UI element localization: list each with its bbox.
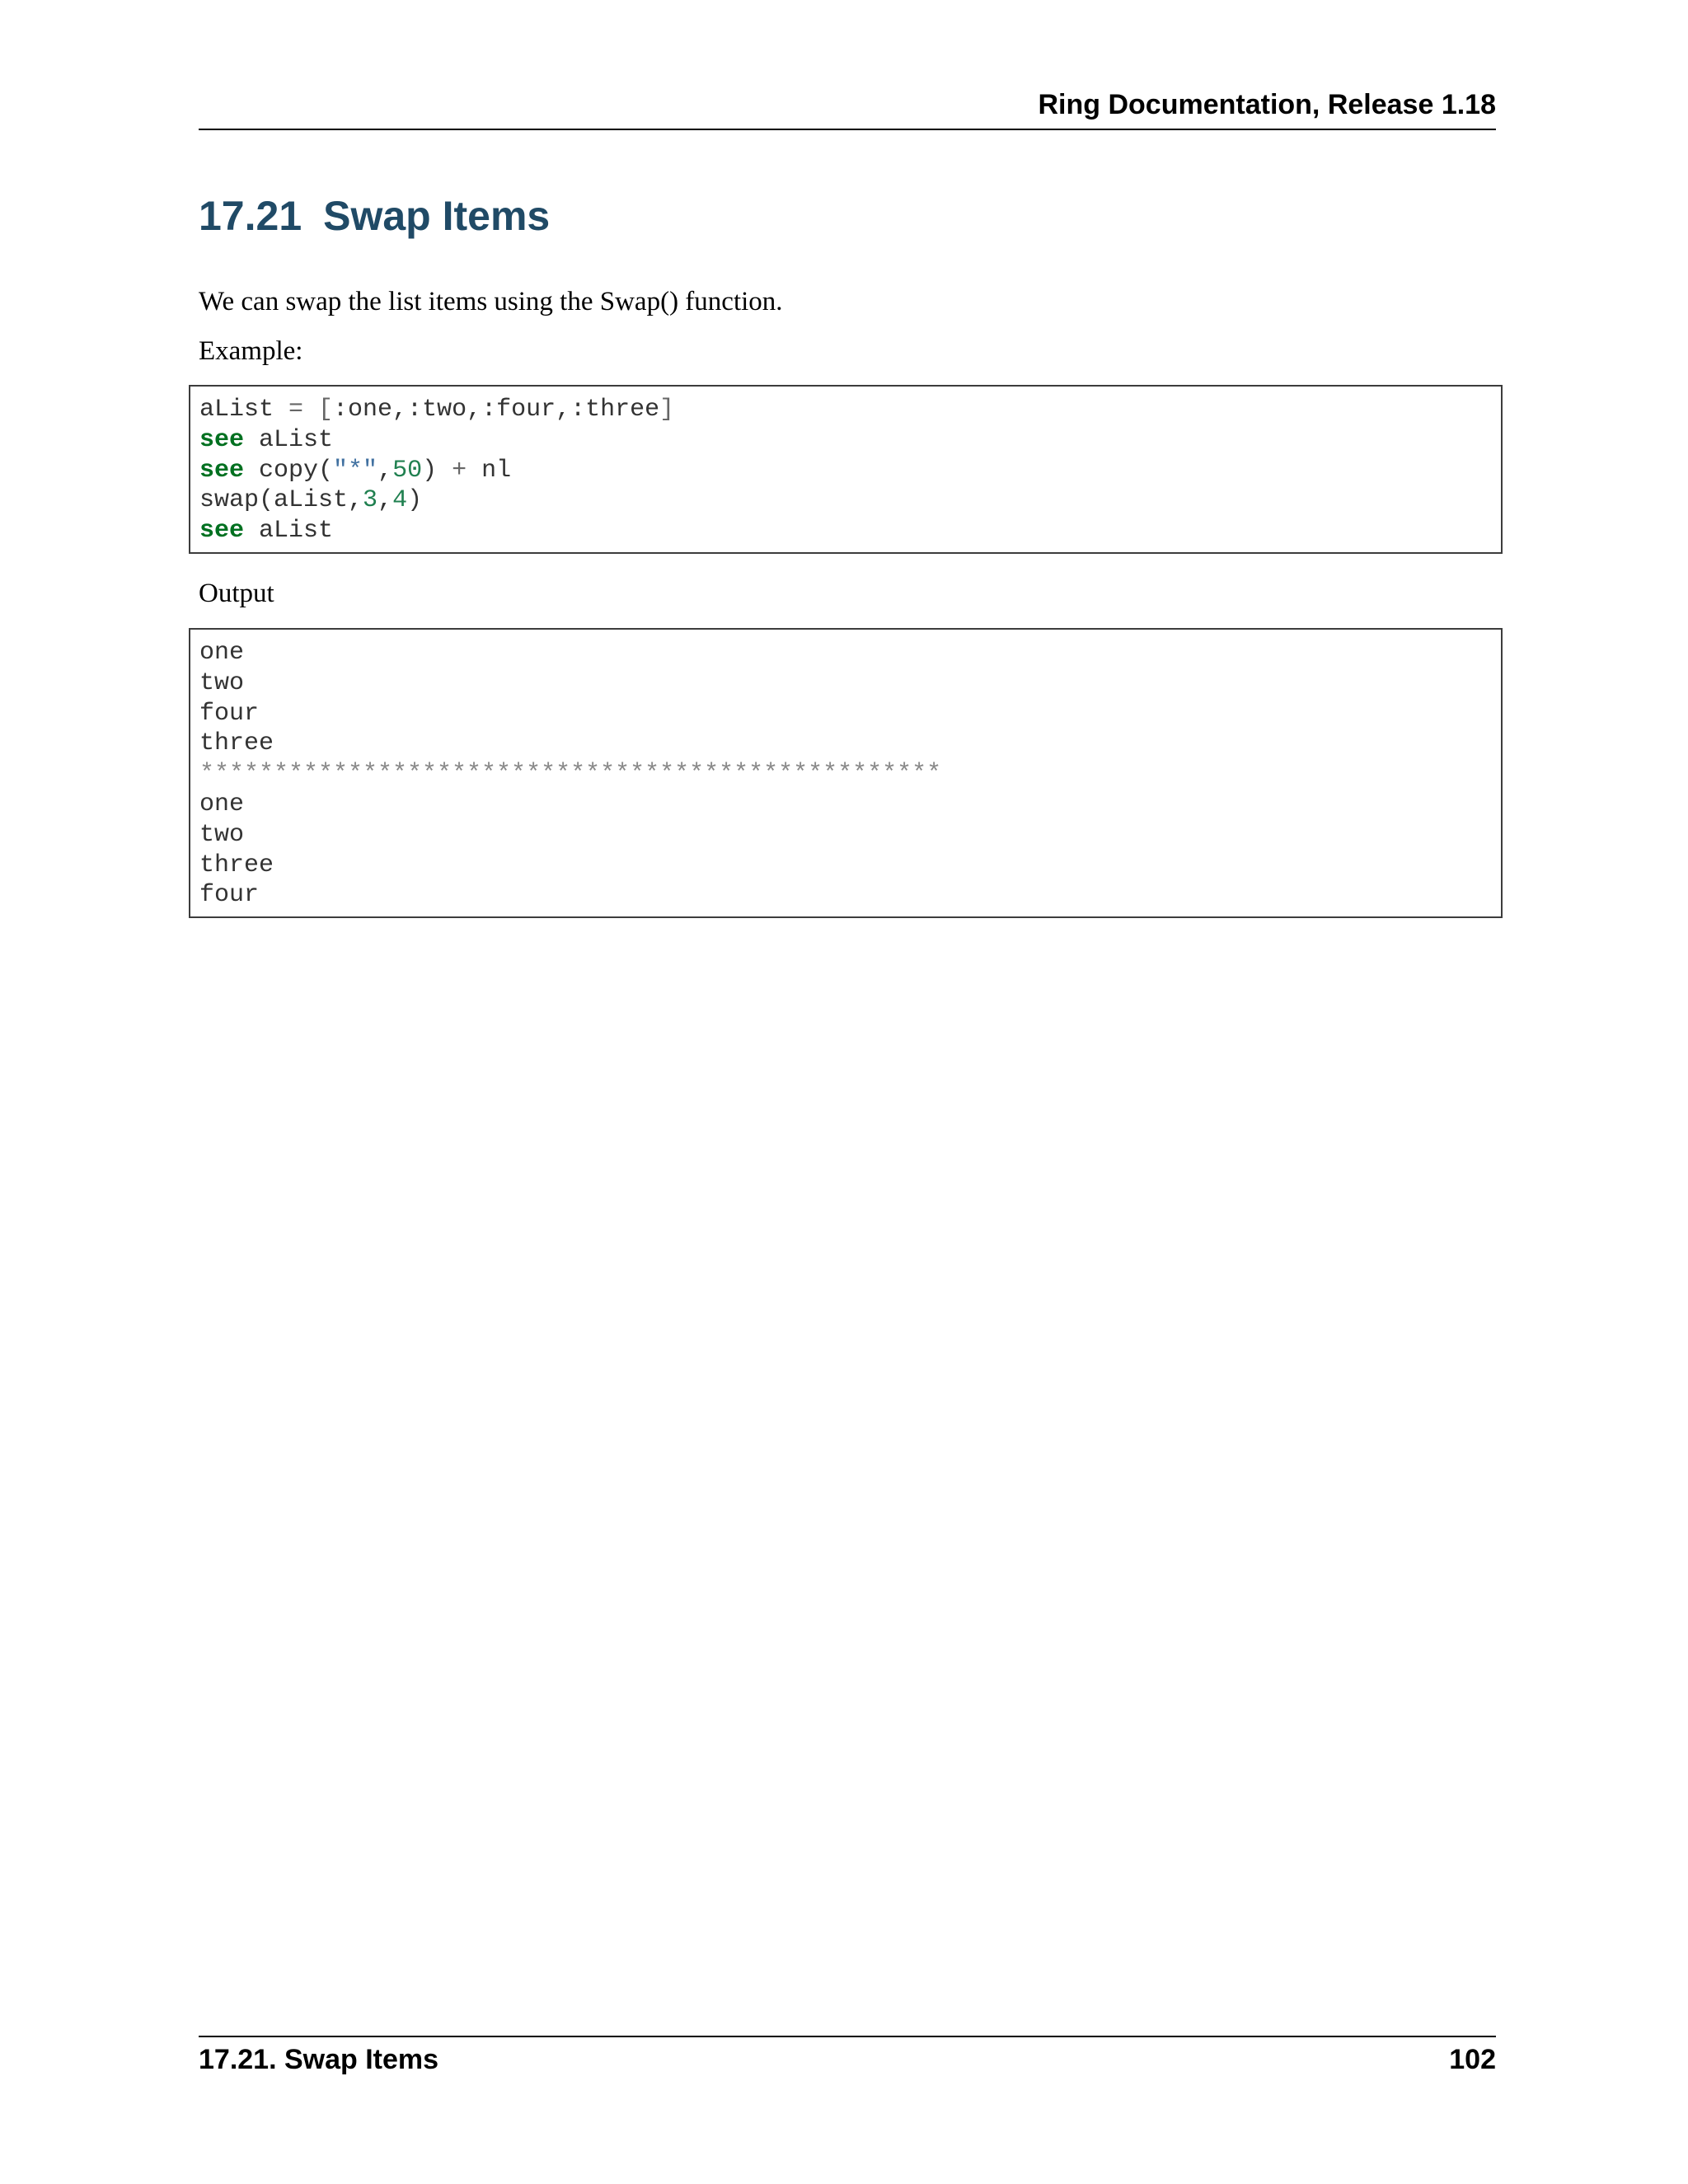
code-line-1: aList = [:one,:two,:four,:three] xyxy=(199,396,675,424)
page-number: 102 xyxy=(1449,2044,1496,2075)
output-line: three xyxy=(199,851,274,879)
section-heading: Swap Items xyxy=(323,193,551,239)
document-title: Ring Documentation, Release 1.18 xyxy=(1038,89,1496,120)
output-separator: ************************************************** xyxy=(199,760,942,789)
example-label: Example: xyxy=(199,336,303,366)
output-block xyxy=(189,628,1503,918)
output-line: three xyxy=(199,729,274,758)
intro-paragraph: We can swap the list items using the Swap() function. xyxy=(199,287,783,316)
code-line-3: see copy("*",50) + nl xyxy=(199,456,512,485)
code-line-5: see aList xyxy=(199,517,334,546)
page-header xyxy=(199,89,1496,130)
page-footer xyxy=(199,2036,1496,2082)
output-line: two xyxy=(199,668,245,697)
output-line: two xyxy=(199,820,245,849)
section-title xyxy=(199,191,550,241)
output-line: four xyxy=(199,881,260,910)
code-line-4: swap(aList,3,4) xyxy=(199,486,423,515)
output-line: one xyxy=(199,790,245,818)
footer-section: 17.21. Swap Items xyxy=(199,2044,439,2075)
code-line-2: see aList xyxy=(199,425,334,454)
output-line: four xyxy=(199,699,260,728)
output-label: Output xyxy=(199,579,274,608)
output-line: one xyxy=(199,639,245,667)
section-number: 17.21 xyxy=(199,193,302,239)
example-code-block xyxy=(189,385,1503,554)
